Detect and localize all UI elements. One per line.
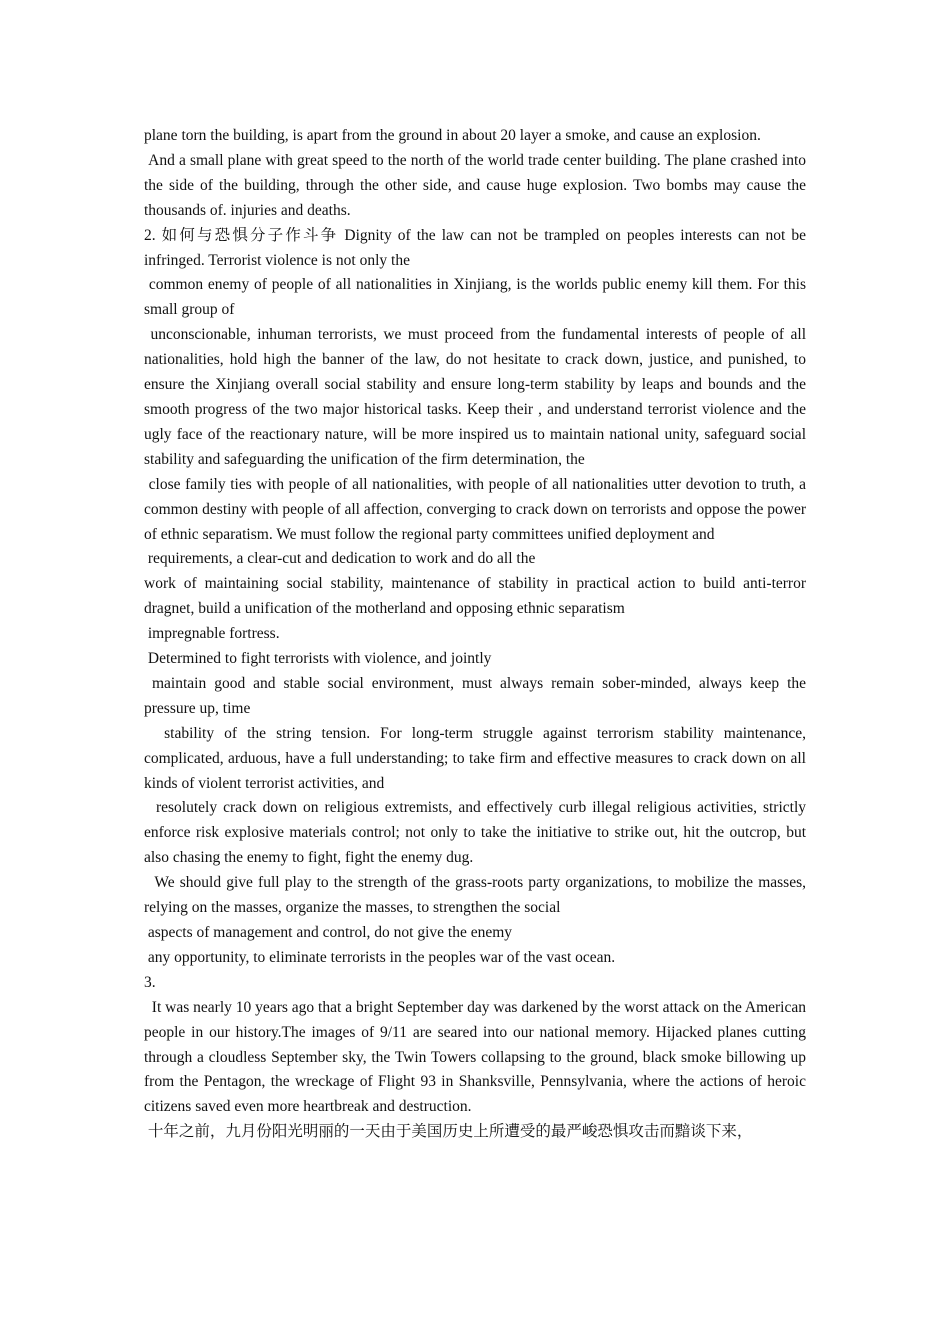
paragraph: It was nearly 10 years ago that a bright September day was darkened by the worst attack on the American people in our history.The images of 9/11 are seared into our national memory. Hijacked planes cutting through a cloudless September sky, the Twin Towers collapsing to the ground, black smoke billowing up from the Pentagon, the wreckage of Flight 93 in Shanksville, Pennsylvania, where the actions of heroic citizens saved even more heartbreak and destruction.	[144, 998, 810, 1116]
paragraph: We should give full play to the strength of the grass-roots party organizations, to mobilize the masses, relying on the masses, organize the masses, to strengthen the social	[144, 874, 810, 917]
paragraph: 3.	[144, 973, 156, 991]
paragraph: work of maintaining social stability, maintenance of stability in practical action to build anti-terror dragnet, build a unification of the motherland and opposing ethnic separatism	[144, 575, 810, 618]
paragraph: any opportunity, to eliminate terrorists in the peoples war of the vast ocean.	[144, 948, 616, 966]
paragraph: aspects of management and control, do not give the enemy	[144, 924, 513, 941]
paragraph: requirements, a clear-cut and dedication to work and do all the	[144, 550, 536, 568]
paragraph: stability of the string tension. For long-term struggle against terrorism stability maintenance, complicated, arduous, have a full understanding; to take firm and effective measures to crack down on all kinds of violent terrorist activities, and	[144, 724, 810, 792]
paragraph: impregnable fortress.	[144, 625, 280, 643]
paragraph: And a small plane with great speed to the north of the world trade center building. The plane crashed into the side of the building, through the other side, and cause huge explosion. Two bombs may cause the thousands of. injuries and deaths.	[144, 151, 810, 219]
paragraph: unconscionable, inhuman terrorists, we must proceed from the fundamental interests of people of all nationalities, hold high the banner of the law, do not hesitate to crack down, justice, and punished, to ensure the Xinjiang overall social stability and ensure long-term stability by leaps and bounds and the smooth progress of the two major historical tasks. Keep their , and understand terrorist violence and the ugly face of the reactionary nature, will be more inspired us to maintain national unity, safeguard social stability and safeguarding the unification of the firm determination, the	[144, 326, 810, 468]
paragraph: common enemy of people of all nationalities in Xinjiang, is the worlds public enemy kill them. For this small group of	[144, 276, 810, 319]
paragraph: 2. 如何与恐惧分子作斗争 Dignity of the law can not be trampled on peoples interests can not be infringed. Terrorist violence is not only the	[144, 226, 810, 269]
paragraph: maintain good and stable social environment, must always remain sober-minded, always keep the pressure up, time	[144, 674, 810, 717]
paragraph: Determined to fight terrorists with violence, and jointly	[144, 650, 492, 668]
paragraph: 十年之前，九月份阳光明丽的一天由于美国历史上所遭受的最严峻恐惧攻击而黯谈下来，	[144, 1123, 753, 1141]
paragraph: plane torn the building, is apart from the ground in about 20 layer a smoke, and cause an explosion.	[144, 127, 761, 144]
paragraph: close family ties with people of all nationalities, with people of all nationalities utter devotion to truth, a common destiny with people of all affection, converging to crack down on terrorists and oppose the power of ethnic separatism. We must follow the regional party committees unified deployment and	[144, 475, 810, 543]
document-body	[144, 124, 810, 1145]
paragraph: resolutely crack down on religious extremists, and effectively curb illegal religious activities, strictly enforce risk explosive materials control; not only to take the initiative to strike out, hit the outcrop, but also chasing the enemy to fight, fight the enemy dug.	[144, 799, 810, 867]
